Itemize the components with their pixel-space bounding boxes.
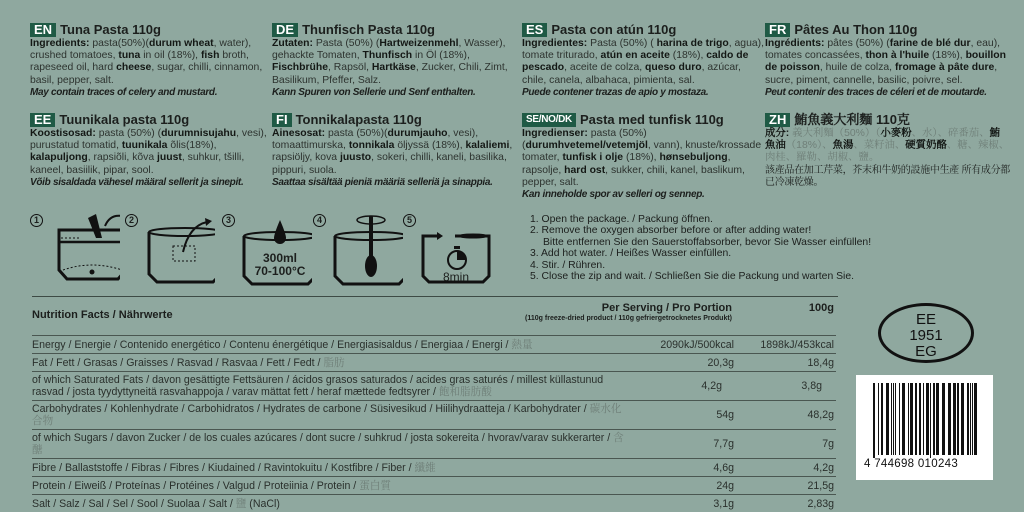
ingredient-highlight: fromage à pâte dure: [894, 62, 995, 74]
ingredient-text: in oil (18%),: [140, 50, 201, 62]
approval-mark: [878, 303, 974, 363]
ingredient-highlight: kalaliemi: [465, 140, 510, 152]
nutrient-name: Protein / Eiweiß / Proteínas / Protéines / Valgud / Proteiinia / Protein /: [32, 479, 360, 492]
ingredient-highlight: Fischbrühe: [272, 62, 329, 74]
ingredient-block-ee: [30, 112, 275, 189]
barcode-bar: [899, 383, 900, 455]
nutrient-name-zh: 含醣: [32, 432, 624, 456]
nutrition-row: [32, 494, 836, 512]
step-number: 5: [403, 214, 416, 227]
ingredient-text: , rapsiöljy, kova: [272, 140, 513, 164]
barcode-bar: [936, 383, 939, 455]
per-100g-value: 7g: [822, 438, 834, 450]
approval-mark-suffix: EG: [915, 343, 937, 360]
allergen-note: 該產品在加工芹菜，芥末和牛奶的設施中生產 所有成分都已冷凍乾燥。: [765, 164, 1010, 188]
barcode-bar: [974, 383, 977, 455]
ingredient-highlight: 小麥粉: [880, 128, 912, 139]
barcode-bar: [926, 383, 929, 455]
nutrient-label: [32, 478, 624, 494]
ingredient-text: , Rapsöl,: [328, 62, 372, 74]
nutrient-name: Salt / Salz / Sal / Sel / Sool / Suolaa / Salt /: [32, 497, 236, 510]
ingredient-highlight: 硬質奶酪: [905, 140, 947, 152]
ingredient-highlight: hard ost: [564, 164, 606, 176]
ingredient-text: 、糖、辣椒、肉桂、羅勒、胡椒、鹽。: [765, 140, 1010, 164]
product-name: 鮪魚義大利麵 110克: [794, 112, 910, 127]
ingredients-text: [765, 38, 1010, 87]
nutrient-suffix: (NaCl): [246, 497, 280, 510]
ingredient-text: õlis(18%),: [167, 140, 217, 152]
ingredient-text: , aceite de colza,: [564, 62, 646, 74]
ingredient-text: , sukker, chili, kanel, baslikum, pepper, salt.: [522, 164, 745, 188]
ingredient-highlight: fish: [200, 50, 220, 62]
nutrient-label: [32, 460, 624, 476]
instruction-line: Bitte entfernen Sie den Sauerstoffabsorber, bevor Sie Wasser einfüllen!: [543, 236, 872, 248]
barcode-bar: [967, 383, 969, 455]
per-serving-note: (110g freeze-dried product / 110g gefriergetrocknetes Produkt): [525, 315, 732, 322]
language-badge: EN: [30, 23, 56, 37]
ingredient-text: , rapsiõli, kõva: [87, 152, 158, 164]
ingredients-text: [30, 38, 275, 87]
product-name: Tuna Pasta 110g: [60, 22, 161, 37]
language-badge: DE: [272, 23, 298, 37]
preparation-instructions: [530, 214, 871, 282]
ingredient-text: Pasta (50%) (: [315, 38, 380, 49]
per-serving-value: 7,7g: [713, 438, 734, 450]
ingredient-highlight: cheese: [116, 62, 152, 74]
barcode-bar: [902, 383, 905, 455]
ingredient-highlight: hønsebuljong: [659, 152, 728, 164]
per-serving-value: 4,6g: [713, 461, 734, 474]
ingredient-text: , sugar, chilli, cinnamon, basil, pepper, salt.: [30, 62, 263, 86]
barcode-bar: [881, 383, 883, 455]
ingredients-text: [522, 38, 767, 87]
ingredient-text: , Wasser), gehackte Tomaten,: [272, 38, 506, 62]
language-badge: ES: [522, 23, 547, 37]
barcode-number: 4 744698 010243: [864, 458, 959, 470]
barcode-bar: [891, 383, 892, 455]
nutrition-row: [32, 400, 836, 429]
block-title: [765, 22, 1010, 37]
nutrition-row: [32, 458, 836, 476]
ingredient-text: pasta (50%) (: [98, 128, 162, 139]
allergen-note: Puede contener trazas de apio y mostaza.: [522, 86, 709, 98]
nutrient-label: [32, 355, 624, 371]
ingredient-highlight: Ingrédients:: [765, 38, 828, 49]
language-badge: EE: [30, 113, 55, 127]
barcode-bar: [972, 383, 973, 455]
barcode-bar: [930, 383, 931, 458]
ingredient-text: 、菜籽油、: [853, 140, 906, 152]
ingredient-block-fi: [272, 112, 517, 189]
ingredient-text: in Öl (18%),: [412, 50, 470, 62]
language-badge: ZH: [765, 113, 790, 127]
ingredient-highlight: Hartkäse: [371, 62, 416, 74]
barcode-bar: [953, 383, 956, 455]
ingredient-highlight: tuunikala: [121, 140, 168, 152]
allergen-note: Kan inneholde spor av selleri og sennep.: [522, 189, 705, 201]
ingredient-highlight: bouillon de poisson: [765, 50, 1006, 74]
barcode-bar: [908, 383, 909, 455]
per-serving-label: Per Serving / Pro Portion: [601, 302, 732, 314]
block-title: [765, 112, 1010, 127]
ingredient-highlight: durumnisujahu: [161, 128, 237, 139]
block-title: [30, 22, 275, 37]
ingredient-highlight: Ingredienser:: [522, 128, 591, 139]
nutrient-name-zh: 碳水化合物: [32, 403, 622, 427]
language-badge: SE/NO/DK: [522, 113, 576, 127]
allergen-note: May contain traces of celery and mustard.: [30, 86, 218, 98]
ingredient-text: , sokeri, chilli, kaneli, basilika, pippuri, suola.: [272, 152, 507, 176]
ingredient-block-se-no-dk: [522, 112, 767, 201]
product-name: Thunfisch Pasta 110g: [302, 22, 435, 37]
ingredient-text: pasta (50%)(: [328, 128, 388, 139]
ingredient-highlight: caldo de pescado: [522, 50, 749, 74]
ingredient-text: , vann), knuste/krossade tomater,: [522, 140, 762, 164]
ingredient-highlight: Thunfisch: [362, 50, 413, 62]
barcode-bar: [915, 383, 917, 455]
ingredients-text: [30, 128, 275, 177]
ingredient-text: , huile de colza,: [819, 62, 895, 74]
ingredient-text: 義大利麵（50%）（: [792, 128, 881, 139]
ingredient-text: broth, rapeseed oil, hard: [30, 50, 249, 74]
per-100g-value: 18,4g: [807, 356, 834, 369]
per-serving-value: 54g: [716, 409, 734, 421]
barcode-bar: [886, 383, 889, 455]
instruction-line: 3. Add hot water. / Heißes Wasser einfüllen.: [530, 248, 732, 260]
product-name: Tuunikala pasta 110g: [59, 112, 190, 127]
ingredient-highlight: kalapuljong: [30, 152, 88, 164]
ingredient-text: pasta(50%)(: [92, 38, 149, 49]
allergen-note: Võib sisaldada vähesel määral sellerit ja sinepit.: [30, 176, 244, 188]
ingredients-text: [765, 128, 1010, 165]
ingredient-highlight: Ingredientes:: [522, 38, 591, 49]
ingredient-text: , azúcar, chile, canela, albahaca, pimienta, sal.: [522, 62, 741, 86]
per-serving-value: 20,3g: [707, 356, 734, 369]
nutrient-label: [32, 337, 624, 353]
ingredient-text: (18%),: [669, 50, 707, 62]
ingredient-highlight: queso duro: [645, 62, 702, 74]
ingredient-highlight: durum wheat: [148, 38, 214, 49]
barcode-bar: [957, 383, 959, 455]
ingredient-text: , sucre, piment, cannelle, basilic, poivre, sel.: [765, 62, 998, 86]
ingredient-text: Pasta (50%) (: [590, 38, 657, 49]
product-name: Pasta con atún 110g: [551, 22, 677, 37]
ingredient-highlight: juust: [157, 152, 182, 164]
product-name: Tonnikalapasta 110g: [295, 112, 422, 127]
nutrient-label: [32, 496, 624, 512]
ingredient-text: （18%）、: [785, 140, 833, 152]
block-title: [272, 22, 517, 37]
ingredient-text: (18%),: [929, 50, 966, 62]
instruction-line: 4. Stir. / Rühren.: [530, 259, 606, 271]
block-title: [30, 112, 275, 127]
nutrient-label: [32, 401, 624, 429]
nutrient-label: [32, 430, 624, 458]
nutrition-row: [32, 353, 836, 371]
ingredient-text: , vesi), purustatud tomatid,: [30, 128, 267, 152]
ingredient-highlight: 鮪魚油: [765, 128, 1000, 152]
barcode-bar: [893, 383, 894, 455]
ingredient-highlight: tunfisk i olje: [562, 152, 624, 164]
ingredient-highlight: Ainesosat:: [272, 128, 329, 139]
nutrient-name-zh: 蛋白質: [359, 479, 391, 492]
approval-mark-number: 1951: [909, 327, 943, 344]
allergen-note: Kann Spuren von Sellerie und Senf enthalten.: [272, 86, 476, 98]
product-name: Pâtes Au Thon 110g: [794, 22, 918, 37]
per-100g-value: 1898kJ/453kcal: [760, 338, 834, 351]
barcode-bar: [961, 383, 964, 455]
step-number: 3: [222, 214, 235, 227]
language-badge: FI: [272, 113, 292, 127]
ingredient-highlight: thon à l'huile: [865, 50, 930, 62]
barcode-bar: [919, 383, 921, 455]
ingredient-highlight: Koostisosad:: [30, 128, 99, 139]
ingredient-text: , Zucker, Chili, Zimt, Basilikum, Pfeffer, Salz.: [272, 62, 508, 86]
per-100g-value: 21,5g: [807, 479, 834, 492]
barcode-bar: [948, 383, 951, 455]
ingredient-highlight: tonnikala: [348, 140, 395, 152]
wait-time: 8min: [443, 270, 470, 284]
ingredient-block-es: [522, 22, 767, 99]
ingredient-text: , eau), tomates concassées,: [765, 38, 1001, 62]
ingredient-block-en: [30, 22, 275, 99]
ingredient-highlight: 成分:: [765, 128, 793, 139]
nutrient-label: [32, 372, 612, 400]
ingredient-highlight: durumjauho: [387, 128, 448, 139]
per-100g-value: 3,8g: [801, 380, 822, 392]
ingredient-highlight: tuna: [118, 50, 141, 62]
allergen-note: Peut contenir des traces de céleri et de moutarde.: [765, 86, 987, 98]
barcode-bar: [970, 383, 971, 455]
ingredient-text: pasta (50%)(: [522, 128, 647, 152]
barcode-bar: [873, 383, 875, 458]
nutrient-name: of which Sugars / davon Zucker / de los cuales azúcares / dont sucre / suhkrud / josta sokereita / hvorav/varav sukkerarter /: [32, 432, 614, 444]
per-serving-value: 4,2g: [701, 380, 722, 392]
block-title: [522, 112, 767, 127]
ingredient-highlight: Zutaten:: [272, 38, 316, 49]
nutrient-name: Fat / Fett / Grasas / Graisses / Rasvad / Rasvaa / Fett / Fedt /: [32, 356, 324, 369]
per-serving-value: 24g: [716, 479, 734, 492]
water-temperature: 70-100°C: [254, 264, 306, 278]
ingredient-highlight: harina de trigo: [656, 38, 729, 49]
nutrition-table: [32, 300, 836, 512]
ingredients-text: [272, 128, 517, 177]
ingredient-highlight: atún en aceite: [600, 50, 670, 62]
ingredient-text: (18%),: [623, 152, 660, 164]
barcode-bars: [873, 383, 977, 458]
per-serving-header: [525, 302, 732, 322]
nutrient-name-zh: 熱量: [511, 338, 533, 351]
ingredient-text: , water), crushed tomatoes,: [30, 38, 252, 62]
ingredient-text: , agua), tomate triturado,: [522, 38, 764, 62]
preparation-icons: [30, 208, 510, 290]
ingredient-text: , vesi), tomaattimurska,: [272, 128, 479, 152]
block-title: [522, 22, 767, 37]
nutrient-name: Carbohydrates / Kohlenhydrate / Carbohidratos / Hydrates de carbone / Süsivesikud / Hiilihydraatteja / Karbohydrater /: [32, 403, 590, 415]
per-serving-value: 2090kJ/500kcal: [660, 338, 734, 351]
nutrition-row: [32, 371, 836, 400]
barcode-bar: [910, 383, 913, 455]
nutrient-name: Energy / Energie / Contenido energético / Contenu énergétique / Energiasisaldus / Energiaa / Energi /: [32, 338, 512, 351]
barcode: [856, 375, 993, 480]
ingredient-text: , rapsolje,: [522, 152, 731, 176]
instruction-line: 2. Remove the oxygen absorber before or after adding water!: [530, 225, 812, 237]
nutrient-name: Fibre / Ballaststoffe / Fibras / Fibres / Kiudained / Ravintokuitu / Kostfibre / Fiber /: [32, 461, 415, 474]
nutrient-name-zh: 鹽: [235, 497, 247, 510]
language-badge: FR: [765, 23, 790, 37]
ingredient-text: 、水）、碎番茄、: [911, 128, 990, 139]
nutrition-row: [32, 429, 836, 458]
nutrient-name: of which Saturated Fats / davon gesättigte Fettsäuren / ácidos grasos saturados / acides gras saturés / millest küllastunud rasvad / josta tyydyttyneitä rasvahappoja / varav mättat fett / heraf mættede fedtsyrer /: [32, 374, 604, 398]
ingredients-text: [522, 128, 767, 189]
nutrition-row: [32, 335, 836, 353]
step-number: 2: [125, 214, 138, 227]
ingredient-block-fr: [765, 22, 1010, 99]
ingredients-text: [272, 38, 517, 87]
ingredient-highlight: durumhvetemel/vetemjöl: [525, 140, 648, 152]
per-100g-value: 4,2g: [813, 461, 834, 474]
step-number: 4: [313, 214, 326, 227]
allergen-note: Saattaa sisältää pieniä määriä selleriä ja sinappia.: [272, 176, 493, 188]
ingredient-block-zh: [765, 112, 1010, 189]
per-100g-header: 100g: [808, 302, 834, 314]
barcode-bar: [923, 383, 924, 455]
step-number: 1: [30, 214, 43, 227]
nutrition-title: Nutrition Facts / Nährwerte: [32, 309, 173, 321]
instruction-line: 1. Open the package. / Packung öffnen.: [530, 214, 713, 225]
ingredient-highlight: Hartweizenmehl: [379, 38, 459, 49]
nutrition-header: [32, 300, 836, 335]
per-serving-value: 3,1g: [713, 497, 734, 510]
divider: [328, 296, 838, 297]
ingredient-highlight: juusto: [339, 152, 372, 164]
nutrition-row: [32, 476, 836, 494]
approval-mark-country: EE: [915, 311, 936, 328]
barcode-bar: [942, 383, 945, 455]
block-title: [272, 112, 517, 127]
ingredient-text: , suhkur, tšilli, kaneel, basiilik, pipar, sool.: [30, 152, 245, 176]
divider: [32, 296, 328, 297]
ingredient-highlight: farine de blé dur: [889, 38, 971, 49]
barcode-bar: [878, 383, 879, 455]
nutrient-name-zh: 飽和脂肪酸: [438, 386, 492, 398]
instruction-line: 5. Close the zip and wait. / Schließen Sie die Packung und warten Sie.: [530, 271, 855, 283]
water-amount: 300ml: [262, 251, 298, 265]
ingredient-block-de: [272, 22, 517, 99]
ingredient-highlight: 魚湯: [832, 140, 854, 152]
nutrient-name-zh: 纖維: [414, 461, 436, 474]
ingredient-text: öljyssä (18%),: [394, 140, 466, 152]
barcode-bar: [895, 383, 896, 455]
ingredient-text: pâtes (50%) (: [827, 38, 890, 49]
product-name: Pasta med tunfisk 110g: [579, 112, 724, 127]
barcode-bar: [933, 383, 935, 455]
nutrient-name-zh: 脂肪: [323, 356, 345, 369]
per-100g-value: 2,83g: [807, 497, 834, 510]
per-100g-value: 48,2g: [807, 409, 834, 421]
ingredient-highlight: Ingredients:: [30, 38, 93, 49]
